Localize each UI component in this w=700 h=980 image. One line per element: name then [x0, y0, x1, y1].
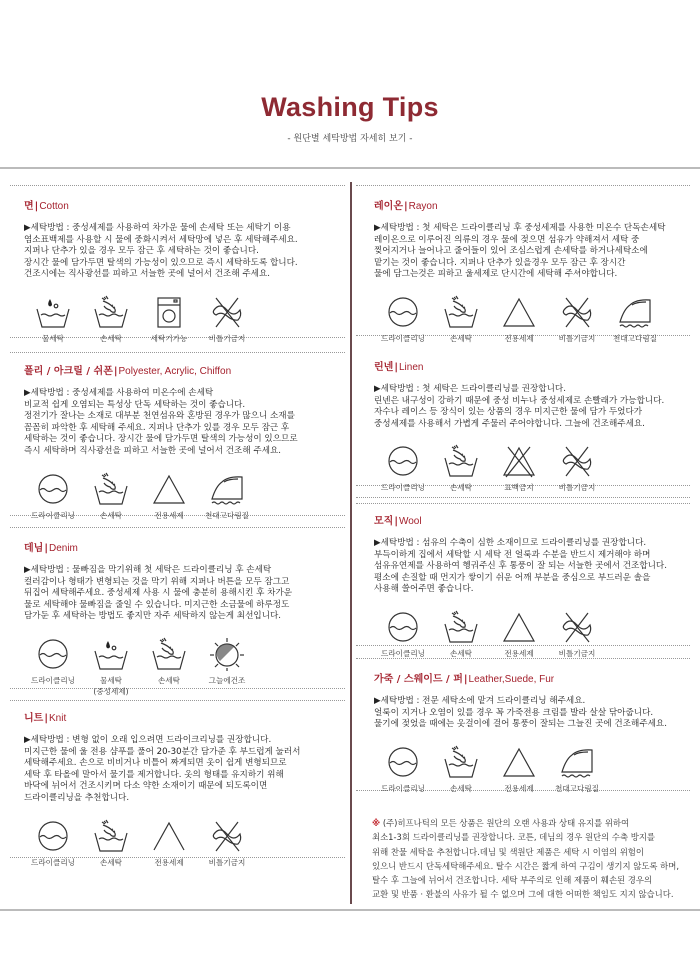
dry-clean-icon — [384, 444, 422, 478]
page-subtitle: - 원단별 세탁방법 자세히 보기 - — [287, 134, 413, 144]
care-symbol — [374, 610, 432, 659]
care-symbol-label: 드라이클리닝 — [380, 783, 425, 793]
title-korean: 폴리 / 아크릴 / 쉬폰 — [24, 366, 113, 377]
method-line: 맡기는 것이 좋습니다. 지퍼나 단추가 있을경우 모두 잠근 후 장시간 — [374, 257, 626, 268]
title-english: Knit — [48, 713, 67, 724]
care-symbol-label: 드라이클리닝 — [30, 675, 75, 685]
shade-dry-icon — [208, 637, 246, 671]
care-symbol — [374, 444, 432, 493]
care-icons — [374, 610, 667, 659]
title-korean: 레이온 — [374, 201, 403, 212]
method-line: 세탁해주세요. 손으로 비비거나 비틀어 짜게되면 옷이 쉽게 변형되므로 — [24, 758, 287, 769]
method-line: 섬유유연제를 사용하여 헹궈주신 후 통풍이 잘 되는 서늘한 곳에서 건조합니다. — [374, 561, 667, 572]
care-symbol — [432, 610, 490, 659]
care-symbol — [490, 745, 548, 794]
care-symbol — [490, 444, 548, 493]
section-title — [374, 670, 667, 685]
no-wring-icon — [208, 295, 246, 329]
method-line: 얼룩이 지거나 오염이 있를 경우 꼭 가죽전용 크림를 발라 살살 닦아줍니다. — [374, 707, 654, 718]
title-separator: | — [44, 713, 48, 724]
care-symbol-label: 비틀기금지 — [558, 333, 596, 343]
washing-method — [374, 384, 664, 430]
care-symbol-label: 손세탁 — [99, 333, 122, 343]
care-symbol-label: 물세탁 — [99, 675, 122, 685]
washing-method — [374, 538, 667, 596]
care-symbol — [374, 745, 432, 794]
method-line: 담가둔 후 세탁하는 방법도 좋지만 자주 세탁하지 않는게 최선입니다. — [24, 611, 282, 622]
method-line: 즉시 세탁하며 직사광선을 피하고 서늘한 곳에 널어서 건조해 주세요. — [24, 445, 282, 456]
no-wring-icon — [558, 610, 596, 644]
method-line: 레이온으로 이루어진 의류의 경우 물에 젖으면 섬유가 약해져서 세탁 중 — [374, 234, 640, 245]
dry-clean-icon — [34, 819, 72, 853]
method-line: 지퍼나 단추가 있을 경우 모두 잠근 후 세탁하는 것이 좋습니다. — [24, 246, 259, 257]
dotted-line — [10, 527, 345, 528]
care-symbol-label: 비틀기금지 — [558, 483, 596, 493]
care-symbol — [198, 637, 256, 697]
title-english: Wool — [398, 516, 422, 527]
care-symbol — [24, 295, 82, 344]
title-english: Cotton — [39, 201, 69, 212]
title-separator: | — [394, 516, 398, 527]
care-symbol-label: 천대고다림질 — [612, 333, 657, 343]
care-symbol — [140, 819, 198, 868]
no-bleach-icon — [500, 444, 538, 478]
method-line: 사용해 쓸어주면 좋습니다. — [374, 584, 474, 595]
care-symbol — [140, 472, 198, 521]
detergent-icon — [150, 472, 188, 506]
dotted-line — [10, 352, 345, 353]
hand-wash-icon — [92, 472, 130, 506]
section-title — [24, 197, 298, 212]
note-text: 교환 및 반품 · 환불의 사유가 될 수 없으며 그에 대한 어떠한 책임도 지지 않습니다. — [372, 889, 674, 900]
care-symbol — [490, 295, 548, 344]
note-text: 탈수 후 그늘에 뉘어서 건조합니다. 세탁 부주의로 인해 제품이 훼손된 경우의 — [372, 875, 653, 886]
care-symbol-label: 드라이클리닝 — [30, 510, 75, 520]
care-symbol — [198, 295, 256, 344]
iron-cloth-icon — [208, 472, 246, 506]
method-line: 장시간 물에 담가두면 탈색의 가능성이 있으므로 즉시 세탁하도록 합니다. — [24, 257, 298, 268]
note-line — [372, 859, 679, 873]
care-symbol-label: 세탁기가능 — [150, 333, 188, 343]
care-symbol — [24, 637, 82, 697]
title-english: Rayon — [408, 201, 438, 212]
care-symbol — [82, 637, 140, 697]
section-linen — [374, 358, 664, 493]
no-wring-icon — [558, 295, 596, 329]
method-line: 뒤집어 세탁해주세요. 중성세제 사용 시 물에 충분히 용해시킨 후 차가운 — [24, 588, 293, 599]
care-symbol-label: 천대고다림질 — [554, 783, 599, 793]
care-symbol-label: 손세탁 — [99, 510, 122, 520]
care-symbol-label: 손세탁 — [449, 483, 472, 493]
detergent-icon — [500, 610, 538, 644]
note-line — [372, 873, 679, 887]
no-wring-icon — [208, 819, 246, 853]
care-symbol — [82, 472, 140, 521]
method-line: 세탁 후 타올에 말아서 물기를 제거합니다. 옷의 형태를 유지하기 위해 — [24, 769, 284, 780]
dry-clean-icon — [34, 637, 72, 671]
section-title — [374, 512, 667, 527]
note-line — [372, 816, 679, 830]
care-symbol-label: 비틀기금지 — [558, 648, 596, 658]
title-separator: | — [34, 201, 39, 212]
hand-wash-icon — [150, 637, 188, 671]
method-line: 물기에 젖었을 때에는 옷걸이에 걸어 통풍이 잘되는 그늘진 곳에 건조해주세요. — [374, 719, 667, 730]
care-icons — [374, 745, 667, 794]
section-leather — [374, 670, 667, 794]
note-text: 있으니 반드시 단독세탁해주세요. 탈수 시간은 짧게 하여 구김이 생기지 않도록 하며, — [372, 860, 680, 871]
method-line: ▶세탁방법 : 중성세제를 사용하여 차가운 물에 손세탁 또는 세탁기 이용 — [24, 223, 291, 233]
method-line: 정전기가 잘나는 소재로 대부분 천연섬유와 혼방된 경우가 많으니 소재를 — [24, 411, 295, 422]
care-symbol-label: 비틀기금지 — [208, 857, 246, 867]
iron-cloth-icon — [558, 745, 596, 779]
washing-machine-icon — [150, 295, 188, 329]
washing-method — [374, 223, 665, 281]
method-line: 염소표백제를 사용할 시 물에 중화시켜서 세탁망에 넣은 후 세탁해주세요. — [24, 234, 298, 245]
column-divider — [350, 182, 352, 904]
page-title: Washing Tips — [261, 92, 439, 122]
care-symbol-sublabel: (중성세제) — [93, 686, 129, 696]
method-line: 드라이클리닝을 추천합니다. — [24, 792, 130, 803]
care-symbol — [432, 745, 490, 794]
care-symbol — [490, 610, 548, 659]
care-symbol-label: 드라이클리닝 — [30, 857, 75, 867]
dry-clean-icon — [34, 472, 72, 506]
care-icons — [24, 295, 298, 344]
section-wool — [374, 512, 667, 659]
care-symbol-label: 손세탁 — [99, 857, 122, 867]
method-line: 바닥에 뉘어서 건조시키며 다소 약한 소재이기 때문에 되도록이면 — [24, 781, 268, 792]
method-line: ▶세탁방법 : 변형 없이 오래 입으려면 드라이크리닝를 권장합니다. — [24, 735, 272, 745]
care-symbol-label: 전용세제 — [154, 857, 184, 867]
care-symbol-label: 전용세제 — [154, 510, 184, 520]
detergent-icon — [500, 295, 538, 329]
care-symbol — [198, 472, 256, 521]
title-separator: | — [44, 543, 48, 554]
washing-method — [24, 565, 292, 623]
bottom-divider — [0, 909, 700, 911]
method-line: ▶세탁방법 : 전문 세탁소에 맡겨 드라이클리닝 해주세요. — [374, 696, 586, 706]
care-symbol — [548, 444, 606, 493]
hand-wash-icon — [442, 610, 480, 644]
washing-method — [374, 696, 667, 731]
dry-clean-icon — [384, 295, 422, 329]
section-knit — [24, 709, 300, 868]
dry-clean-icon — [384, 610, 422, 644]
note-line — [372, 887, 679, 901]
method-line: ▶세탁방법 : 물빠짐을 막기위해 첫 세탁은 드라이클리닝 후 손세탁 — [24, 565, 272, 575]
care-symbol-label: 손세탁 — [157, 675, 180, 685]
care-symbol-label: 전용세제 — [504, 783, 534, 793]
method-line: ▶세탁방법 : 중성세제를 사용하여 미온수에 손세탁 — [24, 388, 214, 398]
title-english: Leather,Suede, Fur — [468, 674, 555, 685]
care-symbol-label: 드라이클리닝 — [380, 648, 425, 658]
water-wash-icon — [92, 637, 130, 671]
method-line: 세탁하는 것이 좋습니다. 장시간 물에 담가두면 탈색의 가능성이 있으므로 — [24, 434, 298, 445]
note-line — [372, 845, 679, 859]
care-symbol-label: 손세탁 — [449, 648, 472, 658]
detergent-icon — [500, 745, 538, 779]
care-symbol-label: 드라이클리닝 — [380, 483, 425, 493]
reference-mark: ※ — [372, 818, 381, 828]
title-separator: | — [113, 366, 118, 377]
iron-cloth-icon — [616, 295, 654, 329]
title-korean: 데님 — [24, 543, 44, 554]
method-line: 찢어지거나 늘어나고 줄어들이 있어 조심스럽게 손세탁를 하거나세탁소에 — [374, 246, 648, 257]
method-line: 물에 담그는것은 피하고 울세제로 단시간에 세탁해 주셔야합니다. — [374, 269, 618, 280]
section-denim — [24, 539, 292, 697]
care-symbol — [432, 295, 490, 344]
note-line — [372, 830, 679, 844]
dotted-line — [10, 700, 345, 701]
title-korean: 린넨 — [374, 362, 394, 373]
dotted-line — [356, 503, 690, 504]
title-korean: 가죽 / 스웨이드 / 퍼 — [374, 674, 463, 685]
top-divider — [0, 167, 700, 169]
hand-wash-icon — [442, 295, 480, 329]
section-title — [24, 539, 292, 554]
section-title — [24, 362, 298, 377]
method-line: ▶세탁방법 : 섬유의 수축이 심한 소재이므로 드라이클리닝를 권장합니다. — [374, 538, 647, 548]
dotted-line — [356, 497, 690, 498]
care-symbol-label: 표백금지 — [504, 483, 534, 493]
no-wring-icon — [558, 444, 596, 478]
care-symbol-label: 드라이클리닝 — [380, 333, 425, 343]
hand-wash-icon — [92, 295, 130, 329]
care-icons — [24, 819, 300, 868]
method-line: ▶세탁방법 : 첫 세탁은 드라이클리닝를 권장합니다. — [374, 384, 566, 394]
title-separator: | — [394, 362, 398, 373]
method-line: 평소에 손질할 때 먼지가 쌓이기 쉬운 어깨 부분을 중심으로 부드러운 솔을 — [374, 572, 651, 583]
care-symbol-label: 전용세제 — [504, 648, 534, 658]
title-korean: 모직 — [374, 516, 394, 527]
title-english: Polyester, Acrylic, Chiffon — [118, 366, 232, 377]
hand-wash-icon — [442, 745, 480, 779]
care-symbol — [548, 745, 606, 794]
section-rayon — [374, 197, 665, 344]
care-icons — [374, 295, 665, 344]
care-symbol-label: 손세탁 — [449, 333, 472, 343]
washing-method — [24, 735, 300, 805]
method-line: 부득이하게 집에서 세탁할 시 세탁 전 얼룩과 수분을 반드시 제거해야 하며 — [374, 549, 651, 560]
method-line: 자수나 레이스 등 장식이 있는 상품의 경우 미지근한 물에 담가 두었다가 — [374, 407, 643, 418]
note-text: 최소1-3회 드라이클리닝를 권장합니다. 코튼, 데님의 경우 원단의 수축 방지를 — [372, 832, 656, 843]
care-symbol — [24, 472, 82, 521]
care-symbol-label: 전용세제 — [504, 333, 534, 343]
method-line: 린넨은 내구성이 강하기 때문에 중성 비누나 중성세제로 손빨래가 가능합니다. — [374, 395, 665, 406]
title-separator: | — [403, 201, 408, 212]
section-cotton — [24, 197, 298, 344]
care-symbol — [198, 819, 256, 868]
section-title — [374, 358, 664, 373]
method-line: 물로 세탁해야 물빠짐을 줄일 수 있습니다. 미지근한 소금물에 하루정도 — [24, 599, 290, 610]
water-wash-icon — [34, 295, 72, 329]
washing-method — [24, 223, 298, 281]
hand-wash-icon — [92, 819, 130, 853]
care-symbol — [606, 295, 664, 344]
care-note — [372, 816, 679, 902]
detergent-open-icon — [150, 819, 188, 853]
care-symbol — [82, 295, 140, 344]
title-separator: | — [463, 674, 468, 685]
care-symbol — [24, 819, 82, 868]
method-line: 미지근한 물에 울 전용 샴푸를 풀어 20-30분간 담가준 후 부드럽게 눌러서 — [24, 746, 301, 757]
care-symbol — [432, 444, 490, 493]
section-title — [24, 709, 300, 724]
care-symbol-label: 비틀기금지 — [208, 333, 246, 343]
care-symbol-label: 그늘에건조 — [208, 675, 246, 685]
dotted-line — [10, 185, 345, 186]
note-text: (주)히프나틱의 모든 상품은 원단의 오랜 사용과 상태 유지를 위하여 — [382, 818, 630, 828]
care-symbol-label: 물세탁 — [41, 333, 64, 343]
dotted-line — [356, 185, 690, 186]
method-line: 꼼꼼히 파악한 후 세탁해 주세요. 지퍼나 단추가 있를 경우 모두 잠근 후 — [24, 422, 290, 433]
care-symbol — [548, 295, 606, 344]
title-english: Denim — [48, 543, 78, 554]
care-symbol — [140, 295, 198, 344]
care-icons — [24, 637, 292, 697]
section-title — [374, 197, 665, 212]
title-korean: 면 — [24, 201, 34, 212]
hand-wash-icon — [442, 444, 480, 478]
method-line: ▶세탁방법 : 첫 세탁은 드라이클리닝 후 중성세제를 사용한 미온수 단독손세탁 — [374, 223, 666, 233]
care-icons — [24, 472, 298, 521]
note-text: 위해 찬물 세탁을 추천합니다.데님 및 색원단 제품은 세탁 시 이염의 위험이 — [372, 846, 644, 857]
title-korean: 니트 — [24, 713, 44, 724]
method-line: 컬러감이나 형태가 변형되는 것을 막기 위해 지퍼나 버튼을 모두 잠그고 — [24, 576, 290, 587]
care-symbol-label: 손세탁 — [449, 783, 472, 793]
care-icons — [374, 444, 664, 493]
method-line: 건조시에는 직사광선를 피하고 서늘한 곳에 널어서 건조해 주세요. — [24, 269, 270, 280]
care-symbol-label: 천대고다림질 — [204, 510, 249, 520]
section-polyester — [24, 362, 298, 521]
care-symbol — [140, 637, 198, 697]
care-symbol — [548, 610, 606, 659]
method-line: 비교적 쉽게 오염되는 특성상 단독 세탁하는 것이 좋습니다. — [24, 399, 246, 410]
care-symbol — [374, 295, 432, 344]
method-line: 중성세제를 사용해서 가볍게 주물러 주어야합니다. 그늘에 건조해주세요. — [374, 418, 645, 429]
dry-clean-icon — [384, 745, 422, 779]
title-english: Linen — [398, 362, 424, 373]
care-symbol — [82, 819, 140, 868]
washing-method — [24, 388, 298, 458]
